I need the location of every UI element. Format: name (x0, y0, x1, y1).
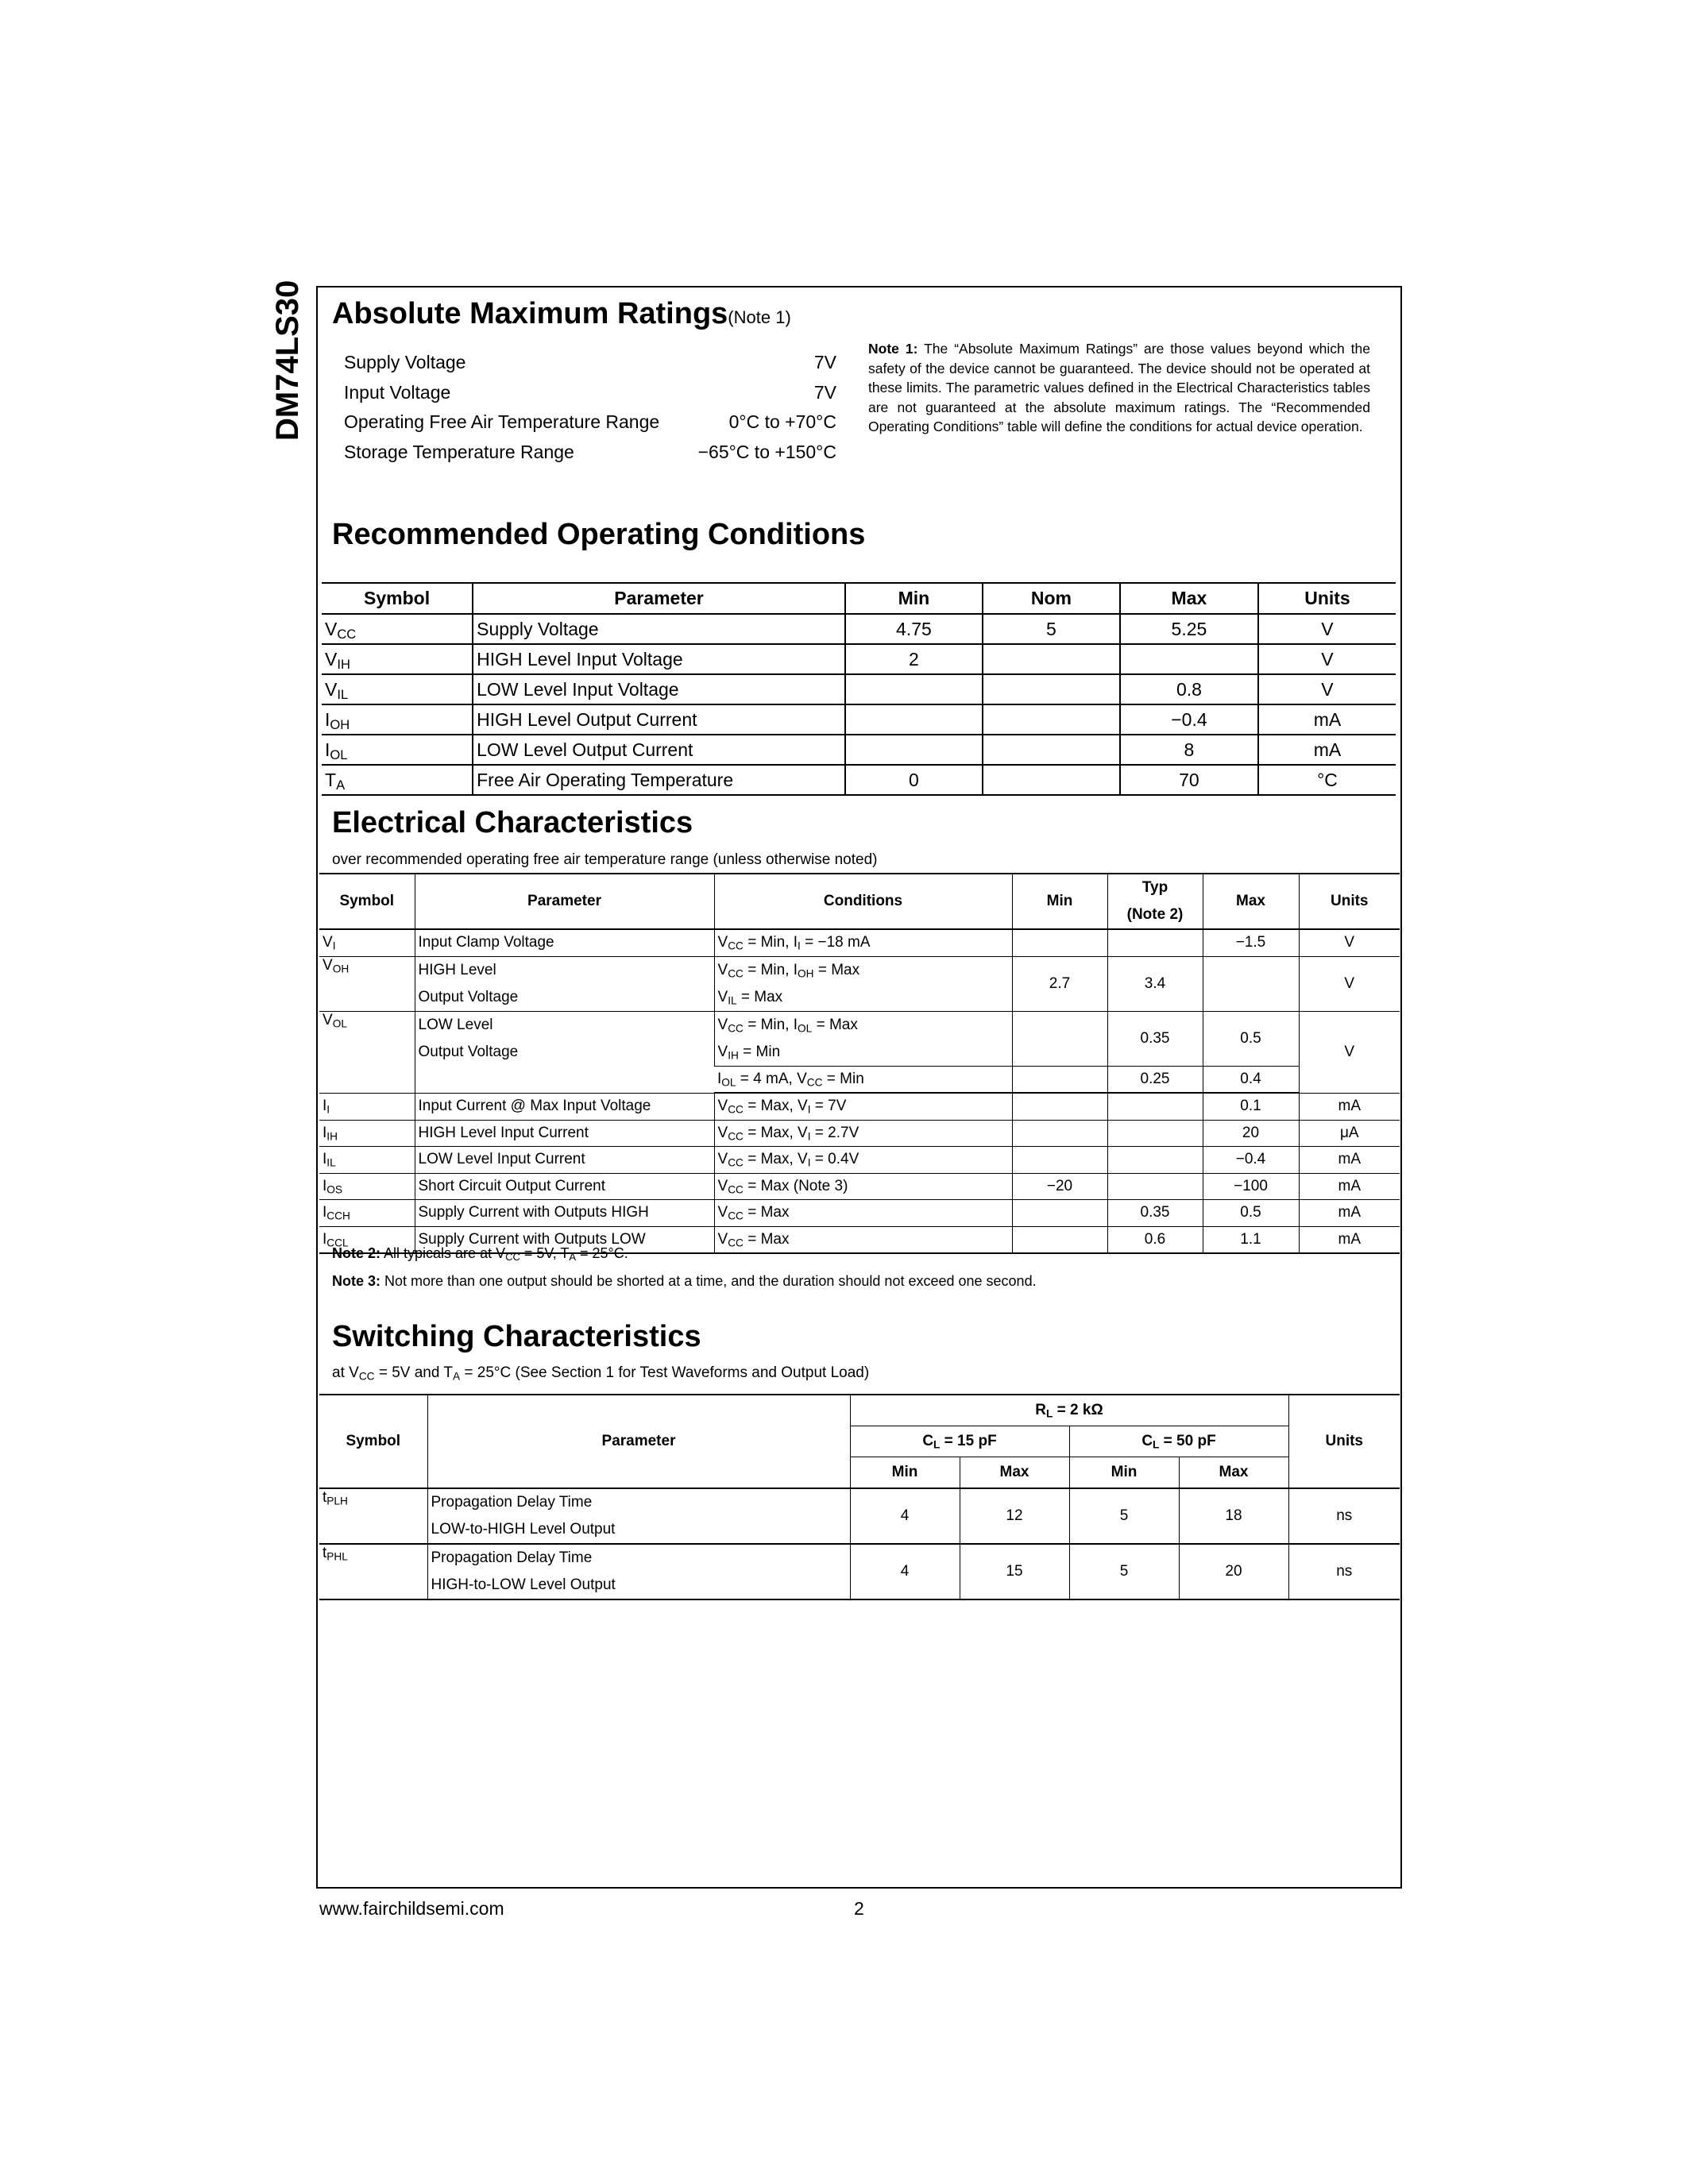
units-cell: mA (1299, 1200, 1400, 1227)
parameter-cell: HIGH Level Output Current (473, 704, 845, 735)
typ-cell (1107, 1147, 1203, 1174)
min-cell: −20 (1012, 1173, 1107, 1200)
nom-cell (983, 674, 1120, 704)
footer-url[interactable]: www.fairchildsemi.com (319, 1898, 504, 1919)
symbol-cell (322, 674, 473, 704)
symbol-cell (322, 765, 473, 795)
table-row (322, 674, 1396, 704)
header-cell: Parameter (415, 874, 714, 929)
min-cell: 2 (845, 644, 983, 674)
min-cell (1012, 1200, 1107, 1227)
parameter-cell: Free Air Operating Temperature (473, 765, 845, 795)
condition-text: V (717, 1151, 728, 1168)
symbol: I (323, 1098, 327, 1114)
table-row (322, 644, 1396, 674)
typ-cell: 0.25 (1107, 1066, 1203, 1093)
min-cell (845, 735, 983, 765)
sc-heading (332, 1320, 701, 1354)
units-cell: mA (1299, 1147, 1400, 1174)
symbol-subscript: PLH (326, 1495, 348, 1507)
symbol-subscript: I (326, 1103, 330, 1116)
nom-cell (983, 735, 1120, 765)
symbol-subscript: IH (326, 1130, 338, 1143)
header-cell: Parameter (427, 1395, 850, 1488)
sc-subtitle: at $V_{CC} = 5V$ and $T_A = 25^\circ C$ (See Section 1 for Test Waveforms and Output Load) (332, 1364, 870, 1383)
symbol: t (323, 1489, 327, 1506)
table-header-row (322, 583, 1396, 614)
max-cell: 12 (960, 1488, 1069, 1544)
table-header-row (319, 874, 1400, 929)
conditions-cell (714, 1173, 1012, 1200)
typ-cell: 0.6 (1107, 1226, 1203, 1253)
table-row (319, 1544, 1400, 1599)
section-title: Recommended Operating Conditions (332, 518, 866, 551)
symbol-cell (319, 1200, 415, 1227)
typ-cell (1107, 929, 1203, 956)
min-cell: 0 (845, 765, 983, 795)
symbol: I (323, 1177, 327, 1194)
condition-subscript: CC (728, 1183, 744, 1196)
min-cell (1012, 1066, 1107, 1093)
conditions-cell: $V_{CC}$ = Min, $I_{OH}$ = Max $V_{IL}$ = Max (714, 956, 1012, 1011)
rating-label: Storage Temperature Range (344, 442, 574, 462)
max-cell: 15 (960, 1544, 1069, 1599)
max-cell: 0.1 (1203, 1093, 1299, 1120)
parameter-cell: Short Circuit Output Current (415, 1173, 714, 1200)
condition-subscript: I (807, 1103, 811, 1116)
symbol-cell (319, 1120, 415, 1147)
side-part-number: DM74LS30 (270, 280, 305, 441)
parameter-cell: HIGH Level Output Voltage (415, 956, 714, 1011)
symbol-subscript: CCH (326, 1210, 350, 1222)
conditions-cell: $V_{CC}$ = Min, $I_{OL}$ = Max $V_{IH}$ = Min (714, 1011, 1012, 1066)
units-cell: V (1299, 1011, 1400, 1093)
units-cell: V (1258, 674, 1396, 704)
roc-table (322, 582, 1396, 796)
parameter-cell: Input Current @ Max Input Voltage (415, 1093, 714, 1120)
units-cell: °C (1258, 765, 1396, 795)
units-cell: V (1258, 644, 1396, 674)
rating-label: Supply Voltage (344, 352, 466, 372)
typ-cell: 0.35 (1107, 1011, 1203, 1066)
header-cell: Parameter (473, 583, 845, 614)
parameter-cell: LOW Level Output Current (473, 735, 845, 765)
note-3 (332, 1273, 1037, 1290)
rating-label: Input Voltage (344, 382, 451, 403)
symbol-cell (319, 1093, 415, 1120)
condition-text: = Max, V (743, 1151, 808, 1168)
rating-row (344, 352, 836, 373)
condition-text: = 2.7V (810, 1124, 859, 1141)
condition-subscript: CC (728, 1130, 744, 1143)
min-cell (1012, 1226, 1107, 1253)
parameter-cell: Input Clamp Voltage (415, 929, 714, 956)
symbol-cell (322, 614, 473, 644)
page-number: 2 (854, 1898, 864, 1919)
symbol-cell (322, 644, 473, 674)
header-cell (1107, 874, 1203, 929)
condition-subscript: CC (728, 1156, 744, 1169)
min-cell: 2.7 (1012, 956, 1107, 1011)
parameter-line: HIGH-to-LOW Level Output (431, 1576, 616, 1593)
conditions-cell: $V_{CC}$ = Min, $I_I = -18$ mA (714, 929, 1012, 956)
condition-text: = Max (743, 1230, 790, 1248)
table-row (319, 1488, 1400, 1544)
table-row (322, 614, 1396, 644)
table-row (322, 735, 1396, 765)
parameter-cell: LOW Level Input Voltage (473, 674, 845, 704)
symbol-cell: $V_I$ (319, 929, 415, 956)
units-cell: mA (1299, 1173, 1400, 1200)
max-cell (1120, 644, 1258, 674)
note-text: Not more than one output should be shorted at a time, and the duration should not exceed one second. (380, 1273, 1037, 1289)
typ-cell: 3.4 (1107, 956, 1203, 1011)
min-cell (845, 674, 983, 704)
table-header-row (319, 1395, 1400, 1426)
min-cell (1012, 1011, 1107, 1066)
units-cell: V (1299, 929, 1400, 956)
symbol: I (323, 1151, 327, 1168)
min-cell (1012, 929, 1107, 956)
symbol: I (325, 708, 330, 730)
rating-row (344, 382, 836, 403)
condition-text: V (717, 1098, 728, 1115)
symbol-cell (319, 1173, 415, 1200)
rating-value: 7V (813, 382, 836, 403)
symbol: I (325, 739, 330, 760)
table-row (319, 956, 1400, 1011)
symbol-cell: $V_{OH}$ (319, 956, 415, 1011)
max-cell: −100 (1203, 1173, 1299, 1200)
condition-text: V (717, 1124, 728, 1141)
condition-text: = 0.4V (810, 1151, 859, 1168)
conditions-cell (714, 1093, 1012, 1120)
parameter-cell: Supply Current with Outputs HIGH (415, 1200, 714, 1227)
min-cell: 5 (1069, 1544, 1179, 1599)
min-cell: 4 (850, 1488, 960, 1544)
section-title: Switching Characteristics (332, 1320, 701, 1353)
max-cell: 1.1 (1203, 1226, 1299, 1253)
symbol-cell (322, 704, 473, 735)
max-cell: 0.5 (1203, 1200, 1299, 1227)
table-row (322, 765, 1396, 795)
symbol-cell (319, 1488, 427, 1544)
min-cell (1012, 1147, 1107, 1174)
conditions-cell (714, 1226, 1012, 1253)
note-ref: (Note 1) (728, 307, 791, 327)
table-row (319, 929, 1400, 956)
min-cell (1012, 1120, 1107, 1147)
header-cell: Max (1120, 583, 1258, 614)
rating-value: −65°C to +150°C (697, 442, 836, 462)
max-cell: 8 (1120, 735, 1258, 765)
header-cell: Symbol (319, 1395, 427, 1488)
symbol-subscript: OS (326, 1183, 343, 1196)
symbol-cell (322, 735, 473, 765)
rating-row (344, 442, 836, 463)
symbol-subscript: IL (337, 686, 349, 702)
symbol-subscript: OL (330, 747, 348, 762)
symbol-subscript: A (336, 777, 346, 793)
symbol: V (325, 648, 338, 669)
condition-subscript: I (807, 1156, 811, 1169)
units-cell: μA (1299, 1120, 1400, 1147)
parameter-cell: Supply Voltage (473, 614, 845, 644)
header-cell: Units (1299, 874, 1400, 929)
symbol: I (323, 1124, 327, 1141)
header-cell: Max (960, 1457, 1069, 1489)
parameter-line: Propagation Delay Time (431, 1494, 593, 1511)
rating-value: 0°C to +70°C (728, 411, 836, 432)
note-2: Note 2: All typicals are at $V_{CC} = 5V$, $T_A = 25^\circ C$. (332, 1245, 628, 1264)
condition-text: = 7V (810, 1098, 847, 1115)
symbol-subscript: CC (337, 626, 357, 642)
parameter-cell: LOW Level Input Current (415, 1147, 714, 1174)
header-cell: Symbol (319, 874, 415, 929)
ec-table (319, 873, 1400, 1254)
rating-row (344, 411, 836, 433)
condition-text: = Max, V (743, 1098, 808, 1115)
conditions-cell: $I_{OL} = 4$ mA, $V_{CC}$ = Min (714, 1066, 1012, 1093)
conditions-cell (714, 1120, 1012, 1147)
units-cell: mA (1299, 1093, 1400, 1120)
condition-text: = Max (743, 1204, 790, 1221)
header-cell: Min (845, 583, 983, 614)
table-row (319, 1120, 1400, 1147)
symbol: I (323, 1230, 327, 1248)
units-cell: ns (1288, 1544, 1400, 1599)
nom-cell (983, 704, 1120, 735)
table-row (322, 704, 1396, 735)
parameter-cell: Supply Current with Outputs LOW (415, 1226, 714, 1253)
units-cell: V (1299, 956, 1400, 1011)
min-cell: 5 (1069, 1488, 1179, 1544)
header-cell: $R_L = 2$ kΩ (850, 1395, 1288, 1426)
conditions-cell (714, 1200, 1012, 1227)
header-cell: Min (1069, 1457, 1179, 1489)
header-cell: Max (1179, 1457, 1288, 1489)
header-cell: $C_L = 15$ pF (850, 1426, 1069, 1457)
rating-label: Operating Free Air Temperature Range (344, 411, 660, 432)
min-cell (1012, 1093, 1107, 1120)
max-cell: 0.4 (1203, 1066, 1299, 1093)
parameter-cell (427, 1488, 850, 1544)
symbol: V (325, 618, 338, 639)
nom-cell (983, 765, 1120, 795)
condition-text: V (717, 1177, 728, 1194)
note-label: Note 2: (332, 1245, 381, 1261)
symbol-subscript: PHL (326, 1550, 348, 1563)
max-cell: −1.5 (1203, 929, 1299, 956)
units-cell: ns (1288, 1488, 1400, 1544)
header-typ-note: (Note 2) (1126, 906, 1184, 923)
parameter-line: LOW-to-HIGH Level Output (431, 1521, 616, 1538)
symbol-cell (319, 1544, 427, 1599)
symbol: t (323, 1545, 327, 1561)
max-cell: 70 (1120, 765, 1258, 795)
header-cell: Nom (983, 583, 1120, 614)
max-cell (1203, 956, 1299, 1011)
header-cell: Conditions (714, 874, 1012, 929)
condition-text: = Max (Note 3) (743, 1177, 848, 1194)
section-title: Electrical Characteristics (332, 806, 693, 839)
condition-subscript: I (807, 1130, 811, 1143)
table-row (319, 1011, 1400, 1066)
rating-value: 7V (813, 352, 836, 372)
condition-subscript: CC (728, 1103, 744, 1116)
note-1 (868, 339, 1370, 437)
symbol-cell: $V_{OL}$ (319, 1011, 415, 1093)
min-cell: 4.75 (845, 614, 983, 644)
roc-heading (332, 518, 865, 552)
parameter-cell (427, 1544, 850, 1599)
units-cell: mA (1258, 735, 1396, 765)
symbol-subscript: IL (326, 1156, 336, 1169)
min-cell (845, 704, 983, 735)
section-title: Absolute Maximum Ratings (332, 297, 728, 330)
typ-cell (1107, 1093, 1203, 1120)
min-cell: 4 (850, 1544, 960, 1599)
max-cell: 20 (1179, 1544, 1288, 1599)
note-label: Note 3: (332, 1273, 381, 1289)
max-cell: 0.8 (1120, 674, 1258, 704)
units-cell: V (1258, 614, 1396, 644)
max-cell: 18 (1179, 1488, 1288, 1544)
header-cell: Max (1203, 874, 1299, 929)
max-cell: 5.25 (1120, 614, 1258, 644)
sc-table (319, 1394, 1400, 1600)
symbol-subscript: IH (337, 656, 350, 672)
units-cell: mA (1299, 1226, 1400, 1253)
units-cell: mA (1258, 704, 1396, 735)
parameter-cell: HIGH Level Input Current (415, 1120, 714, 1147)
typ-cell (1107, 1120, 1203, 1147)
typ-cell: 0.35 (1107, 1200, 1203, 1227)
symbol: T (325, 769, 337, 790)
header-cell: $C_L = 50$ pF (1069, 1426, 1288, 1457)
condition-subscript: CC (728, 1210, 744, 1222)
symbol-cell (319, 1147, 415, 1174)
header-cell: Min (850, 1457, 960, 1489)
symbol: I (323, 1204, 327, 1221)
parameter-line: Propagation Delay Time (431, 1549, 593, 1566)
table-row (319, 1093, 1400, 1120)
symbol-subscript: OH (330, 716, 350, 732)
max-cell: 20 (1203, 1120, 1299, 1147)
conditions-cell (714, 1147, 1012, 1174)
header-typ: Typ (1141, 879, 1168, 896)
max-cell: 0.5 (1203, 1011, 1299, 1066)
condition-text: V (717, 1230, 728, 1248)
symbol: V (325, 678, 338, 700)
ec-subtitle: over recommended operating free air temperature range (unless otherwise noted) (332, 851, 878, 868)
max-cell: −0.4 (1120, 704, 1258, 735)
header-cell: Symbol (322, 583, 473, 614)
condition-text: = Max, V (743, 1124, 808, 1141)
typ-cell (1107, 1173, 1203, 1200)
condition-text: V (717, 1204, 728, 1221)
parameter-cell: HIGH Level Input Voltage (473, 644, 845, 674)
nom-cell: 5 (983, 614, 1120, 644)
note-label: Note 1: (868, 341, 918, 357)
max-cell: −0.4 (1203, 1147, 1299, 1174)
header-cell: Min (1012, 874, 1107, 929)
symbol-subscript: CCL (326, 1237, 349, 1249)
table-row (319, 1200, 1400, 1227)
note-text: The “Absolute Maximum Ratings” are those values beyond which the safety of the device cannot be guaranteed. The device should not be operated at these limits. The parametric values defined in the Electrical Characteristics tables are not guaranteed at the absolute maximum ratings. The “Recommended Operating Conditions” table will define the conditions for actual device operation. (868, 341, 1371, 434)
table-row (319, 1173, 1400, 1200)
nom-cell (983, 644, 1120, 674)
absolute-max-heading (332, 297, 791, 331)
header-cell: Units (1288, 1395, 1400, 1488)
header-cell: Units (1258, 583, 1396, 614)
condition-subscript: CC (728, 1237, 744, 1249)
ec-heading (332, 806, 693, 840)
table-row (319, 1147, 1400, 1174)
parameter-cell: LOW Level Output Voltage (415, 1011, 714, 1093)
